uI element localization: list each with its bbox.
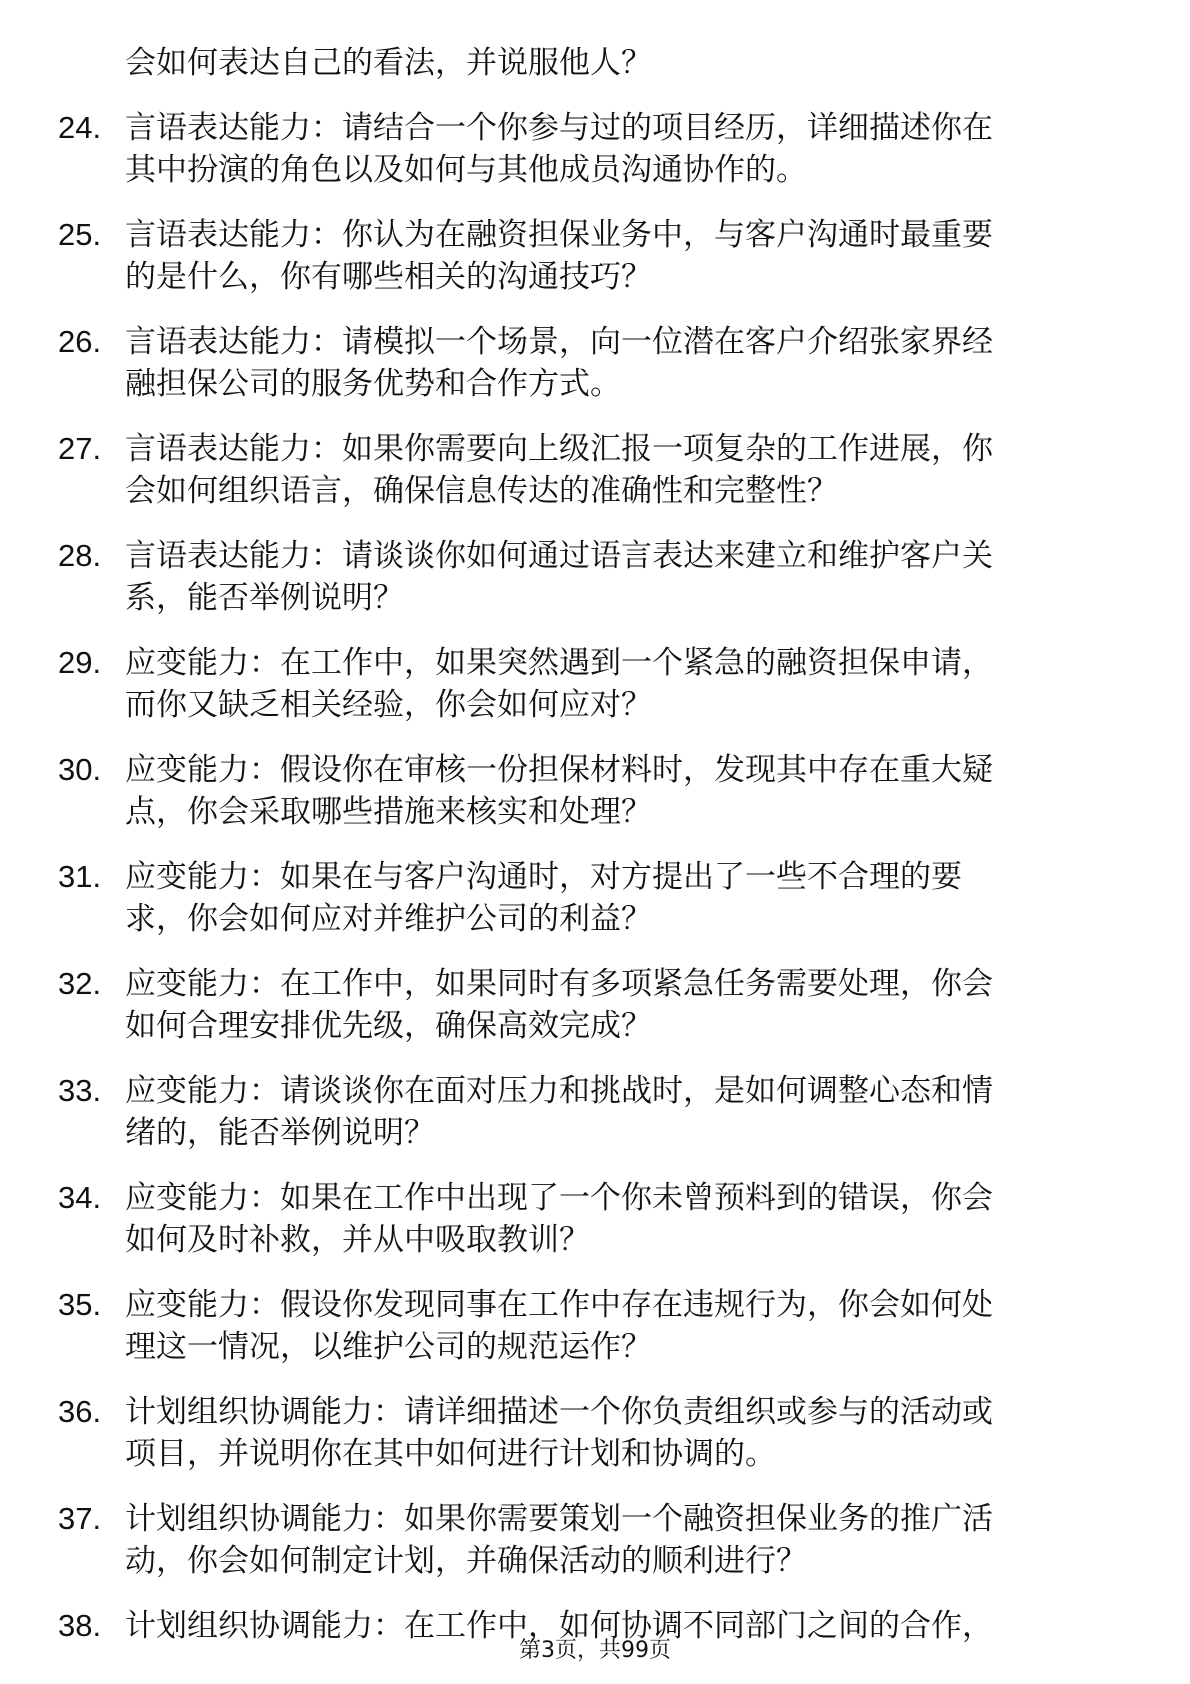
list-item bbox=[0, 428, 1190, 512]
list-item bbox=[0, 1498, 1190, 1582]
item-number: 29. bbox=[58, 645, 102, 680]
list-item bbox=[0, 214, 1190, 298]
item-number: 38. bbox=[58, 1608, 102, 1643]
item-text: 应变能力：在工作中，如果突然遇到一个紧急的融资担保申请， 而你又缺乏相关经验，你会如何应对？ bbox=[125, 645, 993, 723]
list-item-continuation bbox=[0, 42, 1190, 84]
list-item bbox=[0, 1284, 1190, 1368]
list-item bbox=[0, 1391, 1190, 1475]
item-number: 26. bbox=[58, 324, 102, 359]
continuation-text: 会如何表达自己的看法，并说服他人？ bbox=[125, 45, 652, 81]
item-number: 31. bbox=[58, 859, 102, 894]
item-number: 36. bbox=[58, 1394, 102, 1429]
list-item bbox=[0, 856, 1190, 940]
list-item bbox=[0, 749, 1190, 833]
item-text: 应变能力：假设你发现同事在工作中存在违规行为，你会如何处 理这一情况，以维护公司的规范运作？ bbox=[125, 1287, 993, 1365]
item-text: 应变能力：请谈谈你在面对压力和挑战时，是如何调整心态和情 绪的，能否举例说明？ bbox=[125, 1073, 993, 1151]
item-text: 言语表达能力：请结合一个你参与过的项目经历，详细描述你在 其中扮演的角色以及如何与其他成员沟通协作的。 bbox=[125, 110, 993, 188]
list-item bbox=[0, 963, 1190, 1047]
list-item bbox=[0, 107, 1190, 191]
item-text: 应变能力：在工作中，如果同时有多项紧急任务需要处理，你会 如何合理安排优先级，确保高效完成？ bbox=[125, 966, 993, 1044]
item-text: 言语表达能力：请谈谈你如何通过语言表达来建立和维护客户关 系，能否举例说明？ bbox=[125, 538, 993, 616]
item-number: 25. bbox=[58, 217, 102, 252]
item-number: 34. bbox=[58, 1180, 102, 1215]
list-item bbox=[0, 535, 1190, 619]
item-text: 言语表达能力：你认为在融资担保业务中，与客户沟通时最重要 的是什么，你有哪些相关的沟通技巧？ bbox=[125, 217, 993, 295]
page-footer: 第3页，共99页 bbox=[519, 1638, 671, 1663]
item-text: 计划组织协调能力：如果你需要策划一个融资担保业务的推广活 动，你会如何制定计划，并确保活动的顺利进行？ bbox=[125, 1501, 993, 1579]
list-item bbox=[0, 642, 1190, 726]
list-item bbox=[0, 1177, 1190, 1261]
item-text: 言语表达能力：请模拟一个场景，向一位潜在客户介绍张家界经 融担保公司的服务优势和合作方式。 bbox=[125, 324, 993, 402]
item-text: 应变能力：如果在工作中出现了一个你未曾预料到的错误，你会 如何及时补救，并从中吸取教训？ bbox=[125, 1180, 993, 1258]
item-text: 应变能力：如果在与客户沟通时，对方提出了一些不合理的要 求，你会如何应对并维护公司的利益？ bbox=[125, 859, 962, 937]
item-number: 32. bbox=[58, 966, 102, 1001]
item-text: 计划组织协调能力：请详细描述一个你负责组织或参与的活动或 项目，并说明你在其中如何进行计划和协调的。 bbox=[125, 1394, 993, 1472]
question-list bbox=[0, 42, 1190, 1670]
item-number: 30. bbox=[58, 752, 102, 787]
item-number: 33. bbox=[58, 1073, 102, 1108]
list-item bbox=[0, 321, 1190, 405]
item-number: 28. bbox=[58, 538, 102, 573]
item-number: 27. bbox=[58, 431, 102, 466]
list-item bbox=[0, 1070, 1190, 1154]
item-text: 计划组织协调能力：在工作中，如何协调不同部门之间的合作， bbox=[125, 1608, 993, 1644]
item-number: 24. bbox=[58, 110, 102, 145]
item-number: 37. bbox=[58, 1501, 102, 1536]
item-number: 35. bbox=[58, 1287, 102, 1322]
item-text: 应变能力：假设你在审核一份担保材料时，发现其中存在重大疑 点，你会采取哪些措施来核实和处理？ bbox=[125, 752, 993, 830]
item-text: 言语表达能力：如果你需要向上级汇报一项复杂的工作进展，你 会如何组织语言，确保信息传达的准确性和完整性？ bbox=[125, 431, 993, 509]
